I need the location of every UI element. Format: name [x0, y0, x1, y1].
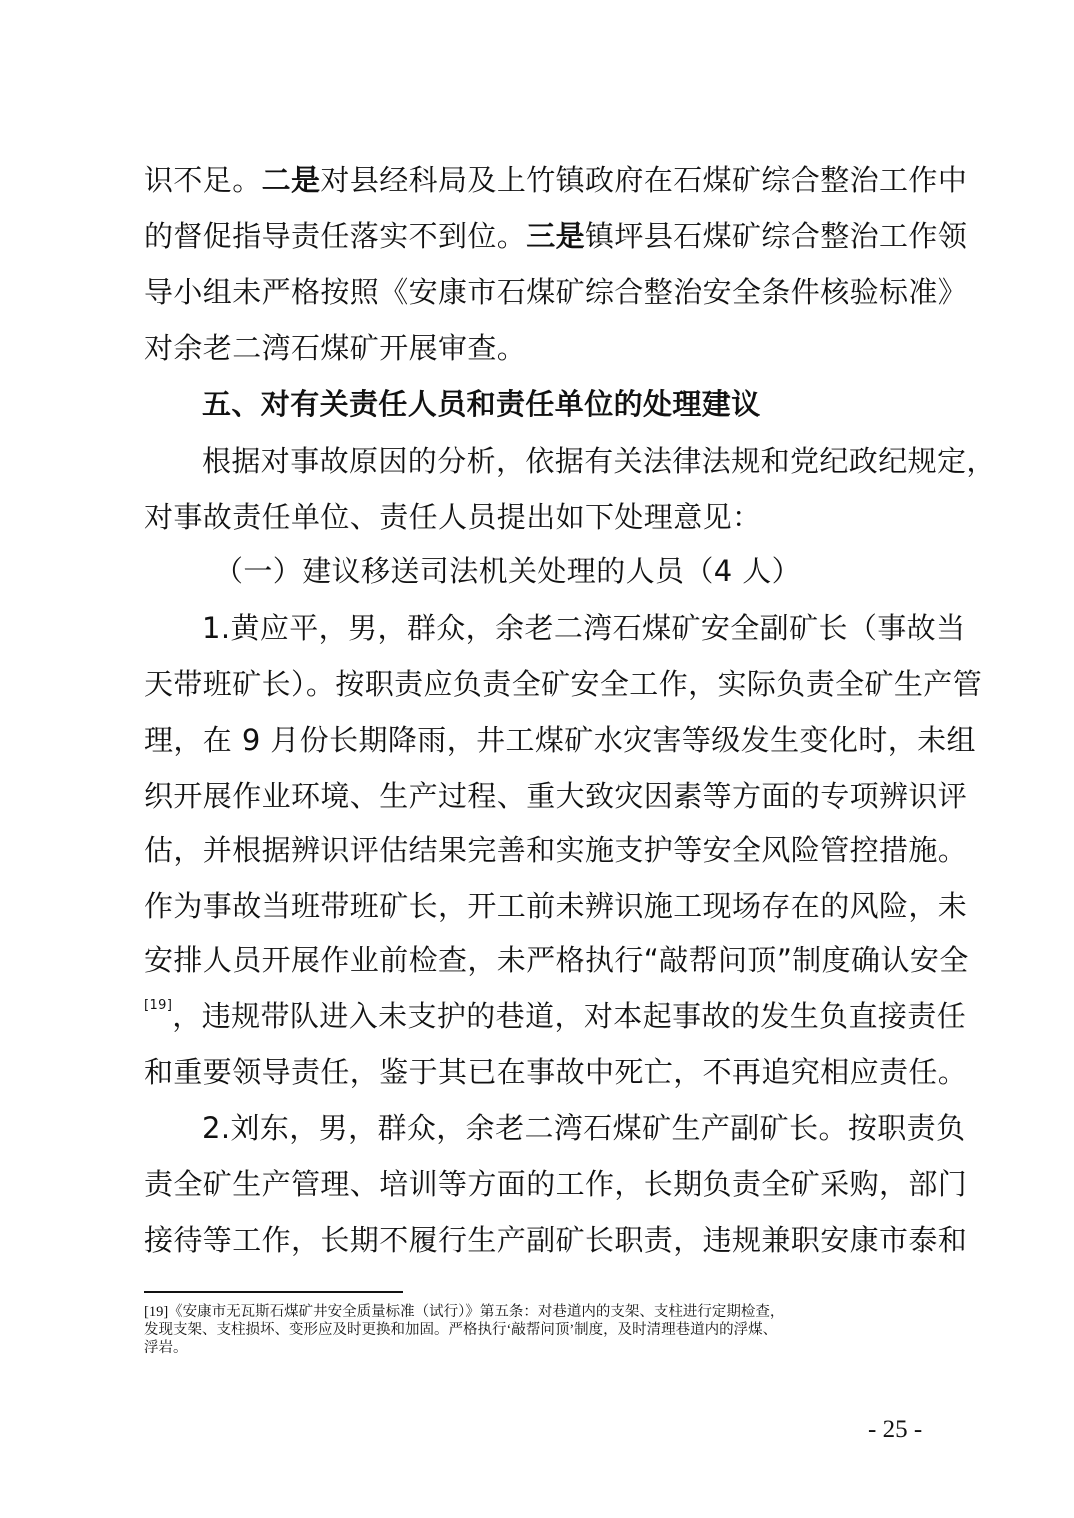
paragraph-line: 安排人员开展作业前检查，未严格执行“敲帮问顶”制度确认安全 — [144, 943, 969, 977]
text: 镇坪县石煤矿综合整治工作领 — [585, 219, 968, 253]
paragraph-line: 接待等工作，长期不履行生产副矿长职责，违规兼职安康市泰和 — [144, 1223, 968, 1257]
paragraph-line — [144, 996, 967, 1036]
paragraph-line: 对余老二湾石煤矿开展审查。 — [144, 331, 527, 365]
bold-text: 二是 — [261, 163, 321, 197]
footnote-divider — [144, 1291, 403, 1293]
page-number: - 25 - — [868, 1416, 923, 1443]
paragraph-line: 估，并根据辨识评估结果完善和实施支护等安全风险管控措施。 — [144, 833, 968, 867]
text: ，违规带队进入未支护的巷道，对本起事故的发生负直接责任 — [172, 999, 967, 1033]
paragraph-line: 作为事故当班带班矿长，开工前未辨识施工现场存在的风险，未 — [144, 889, 968, 923]
footnote-line: [19]《安康市无瓦斯石煤矿井安全质量标准（试行）》第五条：对巷道内的支架、支柱进行定期检查， — [144, 1304, 785, 1320]
paragraph-line: 责全矿生产管理、培训等方面的工作，长期负责全矿采购，部门 — [144, 1167, 968, 1201]
paragraph-line: 导小组未严格按照《安康市石煤矿综合整治安全条件核验标准》 — [144, 275, 968, 309]
paragraph-line: 对事故责任单位、责任人员提出如下处理意见： — [144, 500, 762, 534]
text: 对县经科局及上竹镇政府在石煤矿综合整治工作中 — [320, 163, 968, 197]
footnote-line: 浮岩。 — [144, 1340, 188, 1356]
section-heading: 五、对有关责任人员和责任单位的处理建议 — [202, 387, 761, 421]
paragraph-line: 理，在 9 月份长期降雨，井工煤矿水灾害等级发生变化时，未组 — [144, 723, 976, 757]
paragraph-line — [144, 216, 968, 256]
subsection-heading: （一）建议移送司法机关处理的人员（4 人） — [214, 554, 802, 588]
paragraph-line: 根据对事故原因的分析，依据有关法律法规和党纪政纪规定， — [202, 444, 996, 478]
paragraph-line: 1.黄应平，男，群众，余老二湾石煤矿安全副矿长（事故当 — [202, 611, 966, 645]
paragraph-line: 织开展作业环境、生产过程、重大致灾因素等方面的专项辨识评 — [144, 779, 968, 813]
paragraph-line: 2.刘东，男，群众，余老二湾石煤矿生产副矿长。按职责负 — [202, 1111, 966, 1145]
text: 识不足。 — [144, 163, 262, 197]
text: 的督促指导责任落实不到位。 — [144, 219, 527, 253]
paragraph-line: 和重要领导责任，鉴于其已在事故中死亡，不再追究相应责任。 — [144, 1055, 968, 1089]
footnote-line: 发现支架、支柱损坏、变形应及时更换和加固。严格执行‘敲帮问顶’制度，及时清理巷道内的浮煤、 — [144, 1322, 778, 1338]
paragraph-line: 天带班矿长）。按职责应负责全矿安全工作，实际负责全矿生产管 — [144, 667, 983, 701]
footnote-reference[interactable]: [19] — [144, 998, 173, 1013]
bold-text: 三是 — [526, 219, 586, 253]
paragraph-line — [144, 160, 968, 200]
